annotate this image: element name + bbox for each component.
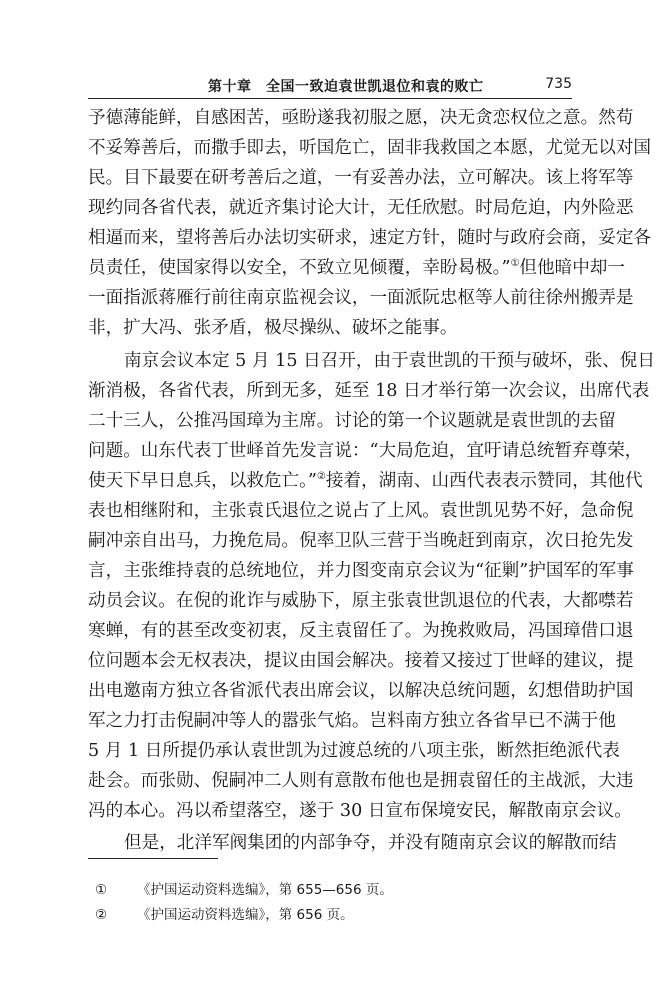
text-line: 问题。山东代表丁世峄首先发言说：“大局危迫，宜吁请总统暂弃尊荣，: [88, 441, 643, 461]
footnote-ref: ②: [316, 471, 326, 482]
footnote-text: 《护国运动资料选编》，第 655—656 页。: [137, 882, 393, 898]
text-line: 但是，北洋军阀集团的内部争夺，并没有随南京会议的解散而结: [124, 833, 617, 853]
text-span: 员责任，使国家得以安全，不致立见倾覆，幸盼曷极。”: [88, 258, 511, 278]
page-number: 735: [545, 76, 572, 92]
text-line: 民。目下最要在研考善后之道，一有妥善办法，立可解决。该上将军等: [88, 168, 634, 188]
text-line: 不妥筹善后，而撒手即去，听国危亡，固非我救国之本愿，尤觉无以对国: [88, 138, 652, 158]
text-line: 5 月 1 日所提仍承认袁世凯为过渡总统的八项主张，断然拒绝派代表: [88, 741, 620, 761]
text-line: 二十三人，公推冯国璋为主席。讨论的第一个议题就是袁世凯的去留: [88, 411, 616, 431]
footnote-mark: ①: [95, 882, 108, 898]
footnote: [95, 905, 354, 925]
footnote-divider: [88, 858, 218, 859]
text-line: 一面指派蒋雁行前往南京监视会议，一面派阮忠枢等人前往徐州搬弄是: [88, 288, 634, 308]
text-line: 表也相继附和，主张袁氏退位之说占了上风。袁世凯见势不好，急命倪: [88, 501, 634, 521]
text-line: 现约同各省代表，就近齐集讨论大计，无任欣慰。时局危迫，内外险恶: [88, 198, 634, 218]
text-line: 冯的本心。冯以希望落空，遂于 30 日宣布保境安民，解散南京会议。: [88, 801, 632, 821]
text-line: 赴会。而张勋、倪嗣冲二人则有意散布他也是拥袁留任的主战派，大违: [88, 771, 634, 791]
text-line: 位问题本会无权表决，提议由国会解决。接着又接过丁世峄的建议，提: [88, 651, 634, 671]
footnote: [95, 880, 393, 900]
footnote-text: 《护国运动资料选编》，第 656 页。: [137, 907, 354, 923]
chapter-title: 第十章 全国一致迫袁世凯退位和袁的败亡: [208, 79, 484, 95]
text-line: 渐消极，各省代表，所到无多，延至 18 日才举行第一次会议，出席代表: [88, 381, 650, 401]
text-line: 予德薄能鲜，自感困苦，亟盼遂我初服之愿，决无贪恋权位之意。然苟: [88, 108, 634, 128]
text-line: 言，主张维持袁的总统地位，并力图变南京会议为“征剿”护国军的军事: [88, 561, 634, 581]
footnote-ref: ①: [510, 258, 520, 269]
text-line: 南京会议本定 5 月 15 日召开，由于袁世凯的干预与破坏，张、倪日: [124, 351, 655, 371]
text-line: 嗣冲亲自出马，力挽危局。倪率卫队三营于当晚赶到南京，次日抢先发: [88, 531, 634, 551]
text-span: 但他暗中却一: [519, 258, 625, 278]
text-span: 使天下早日息兵，以救危亡。”: [88, 471, 317, 491]
text-line: 动员会议。在倪的讹诈与威胁下，原主张袁世凯退位的代表，大都噤若: [88, 591, 634, 611]
text-line: 相逼而来，望将善后办法切实研求，速定方针，随时与政府会商，妥定各: [88, 228, 652, 248]
footnote-mark: ②: [95, 907, 108, 923]
text-line: 出电邀南方独立各省派代表出席会议，以解决总统问题，幻想借助护国: [88, 681, 634, 701]
text-span: 接着，湖南、山西代表表示赞同，其他代: [325, 471, 643, 491]
text-line: [88, 253, 625, 283]
text-line: 寒蝉，有的甚至改变初衷，反主袁留任了。为挽救败局，冯国璋借口退: [88, 621, 634, 641]
text-line: 军之力打击倪嗣冲等人的嚣张气焰。岂料南方独立各省早已不满于他: [88, 711, 616, 731]
text-line: [88, 466, 643, 496]
running-header: [88, 74, 572, 99]
text-line: 非，扩大冯、张矛盾，极尽操纵、破坏之能事。: [88, 318, 458, 338]
